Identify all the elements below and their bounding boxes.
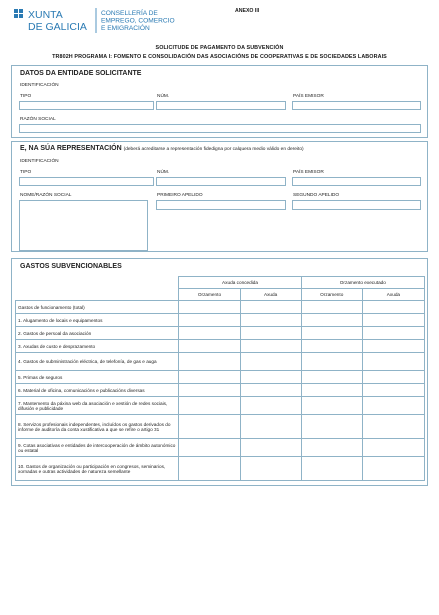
cell-input[interactable] [240,457,301,481]
cell-input[interactable] [362,397,424,415]
table-row [16,353,425,371]
dept-line-2: EMPREGO, COMERCIO [101,17,175,25]
logo-text-2: DE GALICIA [28,21,87,33]
cell-input[interactable] [179,353,240,371]
cell-input[interactable] [240,327,301,340]
cell-input[interactable] [301,415,362,439]
cell-input[interactable] [240,397,301,415]
cell-input[interactable] [240,353,301,371]
section-representative-note: (deberá acreditarse a representación fidedigna por calquera medio válido en dereito) [123,147,304,152]
table-row [16,384,425,397]
col-header-axuda-2: Axuda [362,289,424,301]
identification-label: IDENTIFICACIÓN [20,83,59,88]
cell-input[interactable] [179,371,240,384]
row-label: 4. Gastos de subministración eléctrica, de telefonía, de gas e auga [16,353,179,371]
row-label: 3. Axudas de custo e desprazamento [16,340,179,353]
table-row [16,301,425,314]
cell-input[interactable] [362,353,424,371]
table-header-row-1 [16,277,425,289]
primeiro-label: PRIMEIRO APELIDO [157,193,203,198]
cell-input[interactable] [362,340,424,353]
cell-input[interactable] [301,353,362,371]
row-label: 9. Cotas asociativas e entidades de intercooperación de ámbito autonómico ou estatal [16,439,179,457]
cell-input[interactable] [362,371,424,384]
logo-square-3 [14,14,18,18]
cell-input[interactable] [240,340,301,353]
cell-input[interactable] [179,301,240,314]
table-row [16,397,425,415]
section-applicant-title: DATOS DA ENTIDADE SOLICITANTE [20,70,142,77]
cell-input[interactable] [301,314,362,327]
table-row [16,327,425,340]
cell-input[interactable] [301,371,362,384]
cell-input[interactable] [179,327,240,340]
pais-label: PAÍS EMISOR [293,94,324,99]
cell-input[interactable] [301,327,362,340]
section-representative [11,141,428,252]
cell-input[interactable] [179,384,240,397]
tipo-field-2[interactable] [19,177,154,186]
cell-input[interactable] [179,415,240,439]
annex-label: ANEXO III [235,8,260,14]
col-header-orzamento-1: Orzamento [179,289,240,301]
table-row [16,340,425,353]
col-header-orzamento-2: Orzamento [301,289,362,301]
cell-input[interactable] [301,340,362,353]
row-label: 6. Material de oficina, comunicacións e publicacións diversas [16,384,179,397]
cell-input[interactable] [240,415,301,439]
cell-input[interactable] [240,371,301,384]
row-label: 5. Primas de seguros [16,371,179,384]
section-representative-heading: E, NA SÚA REPRESENTACIÓN [20,145,122,152]
cell-input[interactable] [240,314,301,327]
cell-input[interactable] [179,340,240,353]
page-header [14,6,434,40]
num-label: NÚM. [157,94,170,99]
cell-input[interactable] [362,457,424,481]
cell-input[interactable] [179,397,240,415]
row-label: 10. Gastos de organización ou participación en congresos, seminarios, xornadas e outras actividades de natureza semellante [16,457,179,481]
cell-input[interactable] [240,301,301,314]
pais-field-2[interactable] [292,177,421,186]
cell-input[interactable] [362,415,424,439]
row-label: 2. Gastos de persoal da asociación [16,327,179,340]
logo-square-1 [14,9,18,13]
num-field-2[interactable] [156,177,286,186]
table-header-row-2 [16,289,425,301]
razon-field[interactable] [19,124,421,133]
dept-line-1: CONSELLERÍA DE [101,10,158,17]
cell-input[interactable] [362,384,424,397]
segundo-field[interactable] [292,200,421,210]
cell-input[interactable] [240,439,301,457]
row-label: 1. Alugamento de locais e equipamentos [16,314,179,327]
primeiro-field[interactable] [156,200,286,210]
identification-label-2: IDENTIFICACIÓN [20,159,59,164]
razon-label: RAZÓN SOCIAL [20,117,56,122]
cell-input[interactable] [179,457,240,481]
segundo-label: SEGUNDO APELIDO [293,193,340,198]
cell-input[interactable] [179,439,240,457]
col-header-axuda-1: Axuda [240,289,301,301]
section-applicant [11,65,428,138]
cell-input[interactable] [362,301,424,314]
cell-input[interactable] [362,314,424,327]
cell-input[interactable] [362,327,424,340]
header-blank-1 [16,277,179,289]
cell-input[interactable] [362,439,424,457]
table-row [16,439,425,457]
num-label-2: NÚM. [157,170,170,175]
group-header-aid-granted: Axuda concedida [179,277,301,289]
pais-field[interactable] [292,101,421,110]
logo-square-4 [19,14,23,18]
form-subtitle: TR802H PROGRAMA I: FOMENTO E CONSOLIDACIÓN DAS ASOCIACIÓNS DE COOPERATIVAS E DE SOCIEDADES LABORAIS [52,54,387,60]
tipo-label: TIPO [20,94,32,99]
form-title: SOLICITUDE DE PAGAMENTO DA SUBVENCIÓN [155,45,284,51]
cell-input[interactable] [301,301,362,314]
group-header-executed-budget: Orzamento executado [301,277,424,289]
form-titles [0,45,439,60]
tipo-field[interactable] [19,101,154,110]
nome-label: NOME/RAZÓN SOCIAL [20,193,72,198]
table-row [16,371,425,384]
section-expenses [11,258,428,486]
table-row [16,415,425,439]
section-expenses-title: GASTOS SUBVENCIONABLES [20,263,122,270]
section-representative-title [20,145,304,152]
logo-square-2 [19,9,23,13]
row-label: 8. Servizos profesionais independentes, incluídos os gastos derivados do informe de auditoría da conta xustificativa a que se refire o artigo 31 [16,415,179,439]
cell-input[interactable] [301,457,362,481]
table-row [16,457,425,481]
xunta-logo [14,6,184,36]
row-label: Gastos de funcionamento (total) [16,301,179,314]
cell-input[interactable] [179,314,240,327]
expenses-table [15,276,425,481]
pais-label-2: PAÍS EMISOR [293,170,324,175]
row-label: 7. Mantemento da páxina web da asociación e xestión de redes sociais, difusión e publicidade [16,397,179,415]
header-blank-2 [16,289,179,301]
nome-field[interactable] [19,200,148,251]
logo-text-1: XUNTA [28,9,63,21]
tipo-label-2: TIPO [20,170,32,175]
cell-input[interactable] [301,439,362,457]
num-field[interactable] [156,101,286,110]
cell-input[interactable] [240,384,301,397]
cell-input[interactable] [301,384,362,397]
cell-input[interactable] [301,397,362,415]
dept-line-3: E EMIGRACIÓN [101,25,150,32]
table-row [16,314,425,327]
